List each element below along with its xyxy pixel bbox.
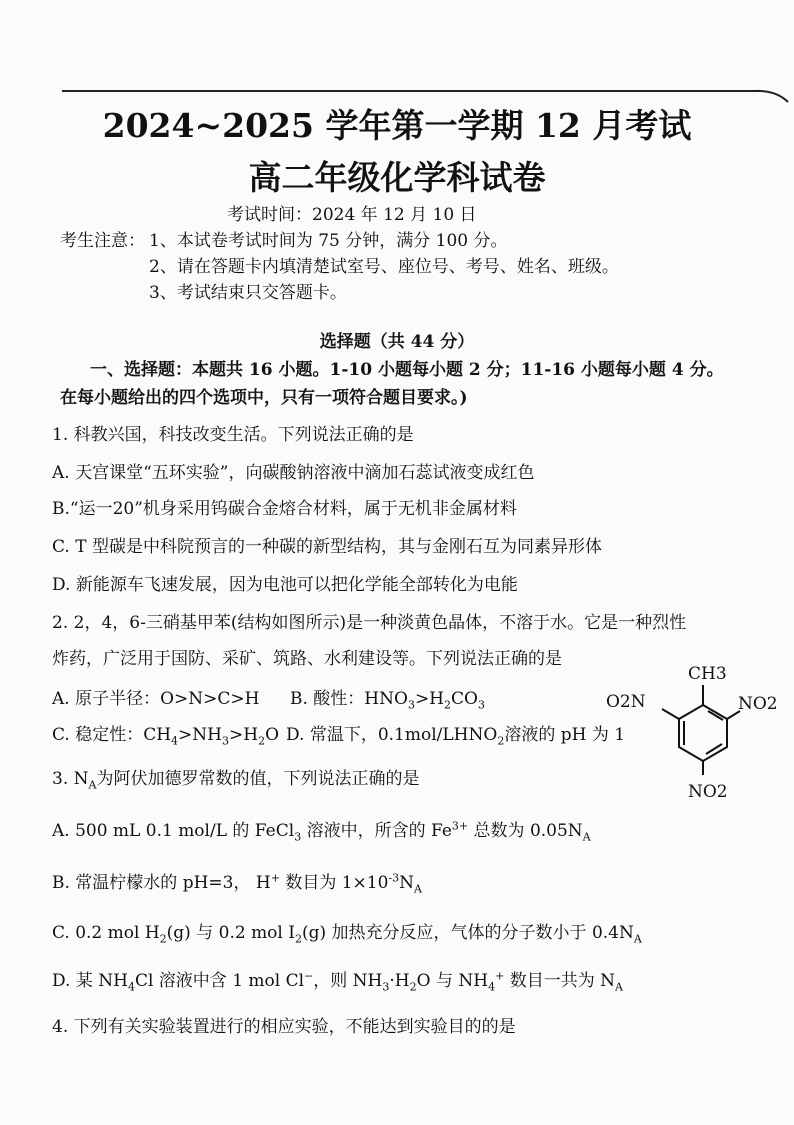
tnt-left-label: O2N [606,692,646,712]
tnt-right-label: NO2 [738,694,778,714]
notice-label: 考生注意： [60,231,145,251]
notice-item-3: 3、考试结束只交答题卡。 [149,283,347,303]
top-rule [62,90,762,92]
q1-option-a: A. 天宫课堂“五环实验”，向碳酸钠溶液中滴加石蕊试液变成红色 [52,463,535,483]
notice-item-1: 1、本试卷考试时间为 75 分钟，满分 100 分。 [149,231,508,251]
q1-option-c: C. T 型碳是中科院预言的一种碳的新型结构，其与金刚石互为同素异形体 [52,537,602,557]
q2-stem-line2: 炸药，广泛用于国防、采矿、筑路、水利建设等。下列说法正确的是 [52,649,562,669]
q1-stem: 1. 科教兴国，科技改变生活。下列说法正确的是 [52,425,414,445]
q2-stem-line1: 2. 2，4，6-三硝基甲苯(结构如图所示)是一种淡黄色晶体，不溶于水。它是一种烈性 [52,613,687,633]
q2-option-d: D. 常温下，$0.1mol/LHNO_2$溶液的 pH 为 1 [286,725,626,748]
section-title: 选择题（共 44 分） [319,332,475,352]
q2-option-c: C. 稳定性：$CH_4>NH_3>H_2O$ [52,725,280,748]
exam-subtitle: 高二年级化学科试卷 [248,158,546,197]
q1-option-b: B.“运一20”机身采用钨碳合金熔合材料，属于无机非金属材料 [52,499,517,519]
q3-option-c: C. 0.2 mol $H_2(g)$ 与 0.2 mol $I_2(g)$ 加热充分反应，气体的分子数小于 $0.4N_A$ [52,923,642,946]
tnt-structure-diagram [600,655,790,805]
section-instruction: 一、选择题：本题共 16 小题。1-10 小题每小题 2 分；11-16 小题每小题 4 分。在每小题给出的四个选项中，只有一项符合题目要求。) [60,360,724,408]
notice-item-2: 2、请在答题卡内填清楚试室号、座位号、考号、姓名、班级。 [149,257,619,277]
exam-time: 考试时间：2024 年 12 月 10 日 [227,205,477,225]
q3-option-b: B. 常温柠檬水的 pH=3， H+ 数目为 $1\times 10^{-3}N_A$ [52,871,422,896]
q3-stem: 3. $N_A$为阿伏加德罗常数的值，下列说法正确的是 [52,769,420,792]
q1-option-d: D. 新能源车飞速发展，因为电池可以把化学能全部转化为电能 [52,575,518,595]
q3-option-d: D. 某 $NH_4Cl$ 溶液中含 1 mol Cl−，则 $NH_3\cdot H_2O$ 与 $NH_4^+$ 数目一共为 $N_A$ [52,969,623,994]
q2-option-b: B. 酸性：$HNO_3>H_2CO_3$ [290,689,485,712]
tnt-bottom-label: NO2 [688,782,728,802]
q3-option-a: A. 500 mL 0.1 mol/L 的 FeCl$_3$ 溶液中，所含的 $Fe^{3+}$ 总数为 $0.05N_A$ [52,819,591,844]
exam-title: 2024~2025 学年第一学期 12 月考试 [102,106,692,145]
q4-stem: 4. 下列有关实验装置进行的相应实验，不能达到实验目的的是 [52,1017,516,1037]
q2-option-a: A. 原子半径：O>N>C>H [52,689,260,709]
tnt-top-label: CH3 [688,664,727,684]
